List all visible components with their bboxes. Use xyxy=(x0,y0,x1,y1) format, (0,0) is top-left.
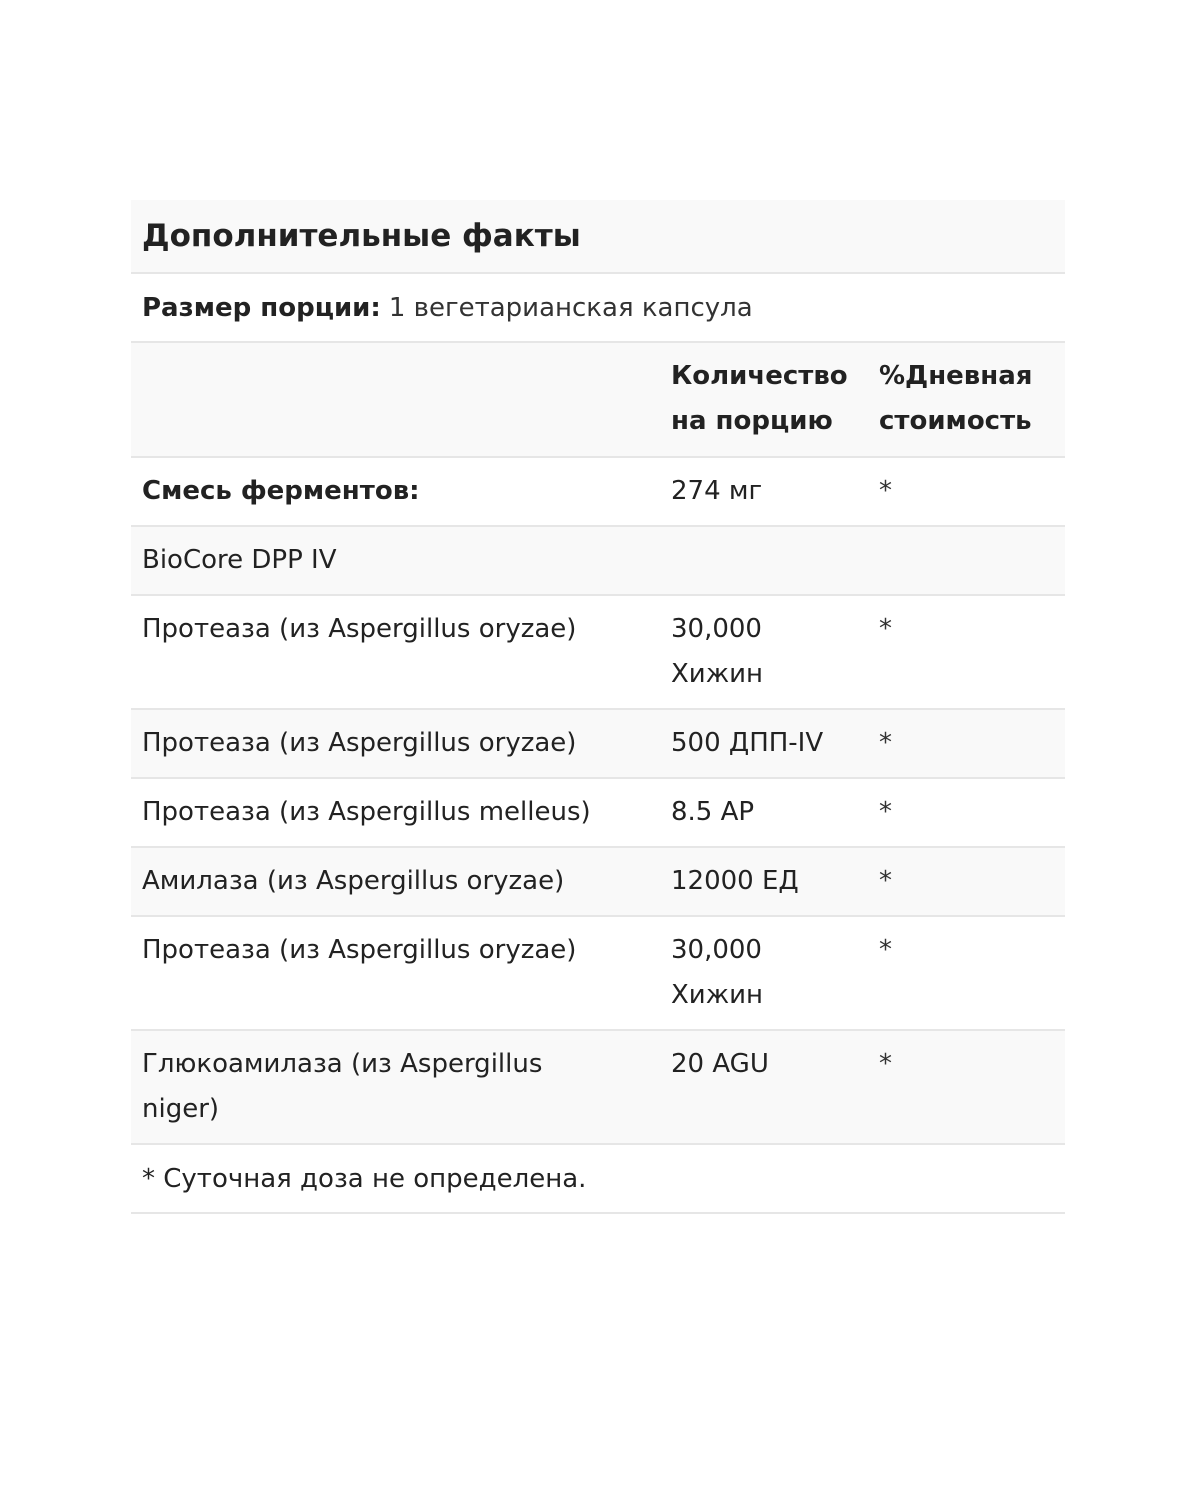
ingredient-amount: 8.5 АР xyxy=(671,797,755,827)
ingredient-amount-line2: Хижин xyxy=(671,659,764,689)
ingredient-amount-line1: 30,000 xyxy=(671,614,762,644)
header-name-cell xyxy=(131,343,671,456)
footnote-text: * Суточная доза не определена. xyxy=(142,1163,587,1194)
supplement-facts-table xyxy=(131,200,1065,1214)
ingredient-amount xyxy=(671,527,879,594)
table-row xyxy=(131,710,1065,779)
ingredient-dv: * xyxy=(879,1049,892,1079)
facts-title-row xyxy=(131,200,1065,274)
ingredient-amount: 500 ДПП-IV xyxy=(671,728,824,758)
ingredient-amount xyxy=(671,917,879,1029)
header-amount-line1: Количество xyxy=(671,361,848,391)
ingredient-dv: * xyxy=(879,797,892,827)
ingredient-name: Амилаза (из Aspergillus oryzae) xyxy=(142,866,565,896)
table-row xyxy=(131,917,1065,1031)
serving-size-row xyxy=(131,274,1065,343)
ingredient-amount: 12000 ЕД xyxy=(671,866,799,896)
table-row xyxy=(131,848,1065,917)
ingredient-amount: 274 мг xyxy=(671,476,763,506)
header-dv-cell xyxy=(879,343,1065,456)
ingredient-amount-line1: 30,000 xyxy=(671,935,762,965)
ingredient-dv: * xyxy=(879,728,892,758)
serving-size-value: 1 вегетарианская капсула xyxy=(388,292,753,323)
ingredient-dv: * xyxy=(879,614,892,644)
header-dv-line2: стоимость xyxy=(879,406,1032,436)
table-row xyxy=(131,458,1065,527)
table-row xyxy=(131,1031,1065,1145)
ingredient-name: Смесь ферментов: xyxy=(142,476,420,506)
ingredient-dv: * xyxy=(879,476,892,506)
ingredient-name: Протеаза (из Aspergillus oryzae) xyxy=(142,728,577,758)
table-header-row xyxy=(131,343,1065,458)
ingredient-name: BioCore DPP IV xyxy=(142,545,337,575)
ingredient-amount-line2: Хижин xyxy=(671,980,764,1010)
ingredient-dv: * xyxy=(879,935,892,965)
header-dv-line1: %Дневная xyxy=(879,361,1033,391)
header-amount-cell xyxy=(671,343,879,456)
facts-title: Дополнительные факты xyxy=(142,218,581,254)
ingredient-dv: * xyxy=(879,866,892,896)
ingredient-name: Протеаза (из Aspergillus oryzae) xyxy=(142,935,577,965)
ingredient-name: Протеаза (из Aspergillus oryzae) xyxy=(142,614,577,644)
ingredient-amount: 20 AGU xyxy=(671,1049,769,1079)
footnote-row xyxy=(131,1145,1065,1214)
table-row xyxy=(131,779,1065,848)
ingredient-name xyxy=(131,1031,671,1143)
ingredient-name: Протеаза (из Aspergillus melleus) xyxy=(142,797,591,827)
ingredient-name-line1: Глюкоамилаза (из Aspergillus xyxy=(142,1049,543,1079)
ingredient-dv xyxy=(879,527,1065,594)
table-row xyxy=(131,596,1065,710)
header-amount-line2: на порцию xyxy=(671,406,833,436)
serving-size-label: Размер порции: xyxy=(142,292,381,323)
table-row xyxy=(131,527,1065,596)
ingredient-name-line2: niger) xyxy=(142,1094,220,1124)
ingredient-amount xyxy=(671,596,879,708)
